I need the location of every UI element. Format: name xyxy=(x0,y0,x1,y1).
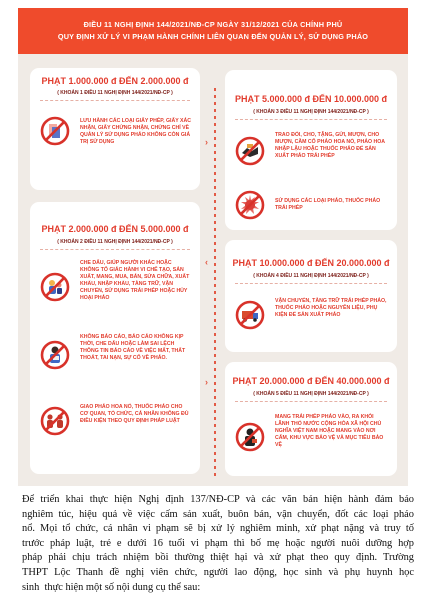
fine-clause: ( KHOẢN 4 ĐIỀU 11 NGHỊ ĐỊNH 144/2021/NĐ-CP ) xyxy=(253,273,369,279)
violation-item xyxy=(40,402,192,452)
divider xyxy=(40,100,190,101)
violation-item xyxy=(40,332,192,386)
violation-item xyxy=(40,116,192,176)
violation-text: MANG TRÁI PHÉP PHÁO VÀO, RA KHỎI LÃNH THỔ NƯỚC CỘNG HÒA XÃ HỘI CHỦ NGHĨA VIỆT NAM HOẶC MANG VÀO NƠI CẤM, KHU VỰC BẢO VỆ VÀ MỤC TIÊU BẢO VỆ xyxy=(275,414,384,448)
fine-amount: PHẠT 20.000.000 đ ĐẾN 40.000.000 đ xyxy=(232,376,390,386)
violation-item xyxy=(235,412,389,468)
divider xyxy=(235,119,387,120)
fine-amount: PHẠT 1.000.000 đ ĐẾN 2.000.000 đ xyxy=(41,76,189,86)
violation-text: KHÔNG BÁO CÁO, BÁO CÁO KHÔNG KỊP THỜI, CHE DẤU HOẶC LÀM SAI LỆCH THÔNG TIN BÁO CÁO VỀ VIỆC MẤT, THẤT THOÁT, TAI NẠN, SỰ CỐ VỀ PHÁO. xyxy=(80,334,186,361)
timeline-connector xyxy=(214,88,216,478)
fine-amount: PHẠT 2.000.000 đ ĐẾN 5.000.000 đ xyxy=(41,224,189,234)
chevron-icon: › xyxy=(205,137,208,147)
violation-text: VẬN CHUYỂN, TÀNG TRỮ TRÁI PHÉP PHÁO, THUỐC PHÁO HOẶC NGUYÊN LIỆU, PHỤ KIỆN ĐỂ SẢN XUẤT PHÁO xyxy=(275,298,387,318)
paragraph-line: pháp phải chịu trách nhiệm bồi thường thiệt hại và xử phạt theo quy định. Trường xyxy=(22,552,414,564)
paragraph-line: THPT Lộc Thanh đề nghị viên chức, người lao động, học sinh và phụ huynh học xyxy=(22,566,414,578)
paragraph-line: sinh thực hiện một số nội dung cụ thể sau: xyxy=(22,581,201,593)
fine-clause: ( KHOẢN 2 ĐIỀU 11 NGHỊ ĐỊNH 144/2021/NĐ-CP ) xyxy=(57,239,173,245)
infographic-poster xyxy=(18,8,408,486)
chevron-icon: › xyxy=(205,377,208,387)
paragraph-line: nghiêm túc, hiệu quả về việc cấm sản xuất, buôn bán, vận chuyển, đốt các loại pháo xyxy=(22,508,414,520)
documents-prohibited-icon xyxy=(40,116,70,146)
poster-banner xyxy=(18,8,408,54)
fine-clause: ( KHOẢN 3 ĐIỀU 11 NGHỊ ĐỊNH 144/2021/NĐ-CP ) xyxy=(253,109,369,115)
divider xyxy=(235,283,387,284)
fine-amount: PHẠT 10.000.000 đ ĐẾN 20.000.000 đ xyxy=(232,258,390,268)
paragraph-line: nổ. Mọi tổ chức, cá nhân vi phạm sẽ bị xử lý nghiêm minh, xử phạt nặng và truy tố xyxy=(22,523,414,535)
fine-card-3 xyxy=(225,70,397,230)
fine-card-5 xyxy=(225,362,397,476)
divider xyxy=(40,249,190,250)
paragraph-line: Để triển khai thực hiện Nghị định 137/NĐ-CP và các văn bản hiện hành đảm bảo xyxy=(22,494,414,505)
violation-item xyxy=(40,258,192,322)
firework-prohibited-icon xyxy=(235,190,265,220)
fine-amount: PHẠT 5.000.000 đ ĐẾN 10.000.000 đ xyxy=(234,94,388,104)
violation-item xyxy=(235,190,389,224)
border-prohibited-icon xyxy=(235,422,265,452)
fine-clause: ( KHOẢN 1 ĐIỀU 11 NGHỊ ĐỊNH 144/2021/NĐ-CP ) xyxy=(57,90,173,96)
fine-clause: ( KHOẢN 5 ĐIỀU 11 NGHỊ ĐỊNH 144/2021/NĐ-CP ) xyxy=(253,391,369,397)
fine-card-1 xyxy=(30,68,200,190)
obstruction-prohibited-icon xyxy=(40,272,70,302)
report-prohibited-icon xyxy=(40,340,70,370)
divider xyxy=(235,401,387,402)
trade-prohibited-icon xyxy=(235,136,265,166)
paragraph-line: trước pháp luật, trẻ e dưới 16 tuổi vi phạm thì bố mẹ hoặc người nuôi dưỡng hợp xyxy=(22,537,414,549)
fine-card-2 xyxy=(30,202,200,474)
violation-item xyxy=(235,296,389,342)
handover-prohibited-icon xyxy=(40,406,70,436)
fine-card-4 xyxy=(225,240,397,352)
banner-title-line1: ĐIỀU 11 NGHỊ ĐỊNH 144/2021/NĐ-CP NGÀY 31/12/2021 CỦA CHÍNH PHỦ xyxy=(83,20,343,29)
banner-title-line2: QUY ĐỊNH XỬ LÝ VI PHẠM HÀNH CHÍNH LIÊN QUAN ĐẾN QUẢN LÝ, SỬ DỤNG PHÁO xyxy=(57,32,369,41)
violation-text: SỬ DỤNG CÁC LOẠI PHÁO, THUỐC PHÁO TRÁI PHÉP xyxy=(275,198,381,211)
violation-text: GIAO PHÁO HOA NỔ, THUỐC PHÁO CHO CƠ QUAN, TỔ CHỨC, CÁ NHÂN KHÔNG ĐỦ ĐIỀU KIỆN THEO QUY ĐỊNH PHÁP LUẬT xyxy=(80,404,189,424)
body-paragraph xyxy=(22,493,414,595)
truck-prohibited-icon xyxy=(235,300,265,330)
violation-text: LƯU HÀNH CÁC LOẠI GIẤY PHÉP, GIẤY XÁC NHẬN, GIẤY CHỨNG NHẬN, CHỨNG CHỈ VỀ QUẢN LÝ SỬ DỤNG PHÁO KHÔNG CÒN GIÁ TRỊ SỬ DỤNG xyxy=(80,118,191,145)
violation-text: TRAO ĐỔI, CHO, TẶNG, GỬI, MƯỢN, CHO MƯỢN, CẦM CỐ PHÁO HOA NỔ, PHÁO HOA NHẬP LẬU HOẶC THUỐC PHÁO ĐỂ SẢN XUẤT PHÁO TRÁI PHÉP xyxy=(275,132,385,159)
violation-text: CHE DẤU, GIÚP NGƯỜI KHÁC HOẶC KHÔNG TỐ GIÁC HÀNH VI CHẾ TẠO, SẢN XUẤT, MANG, MUA, BÁN, SỬA CHỮA, XUẤT KHẨU, NHẬP KHẨU, TÀNG TRỮ, VẬN CHUYỂN, SỬ DỤNG TRÁI PHÉP HOẶC HỦY HOẠI PHÁO xyxy=(80,260,190,301)
chevron-icon: ‹ xyxy=(205,257,208,267)
violation-item xyxy=(235,130,389,176)
